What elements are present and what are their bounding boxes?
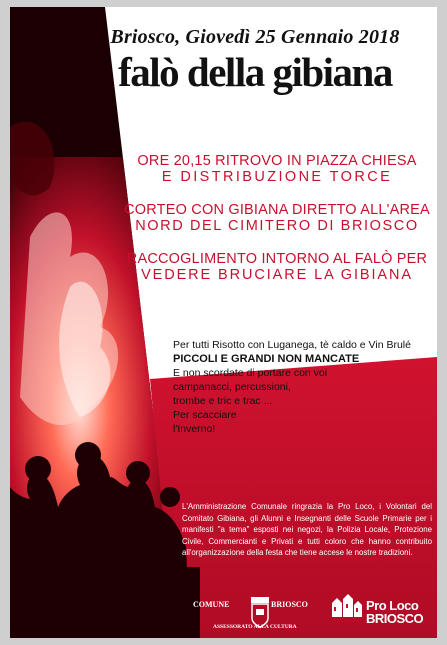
proloco-logo-name: BRIOSCO (366, 611, 424, 626)
info-line: trombe e tric e trac ... (173, 395, 273, 407)
event-step-1 (122, 153, 432, 185)
event-step-line: CORTEO CON GIBIANA DIRETTO ALL'AREA (124, 202, 430, 218)
event-date-subtitle: Briosco, Giovedì 25 Gennaio 2018 (110, 26, 400, 48)
info-line: Per tutti Risotto con Luganega, tè caldo e Vin Brulé (173, 339, 411, 351)
event-step-line: VEDERE BRUCIARE LA GIBIANA (141, 267, 413, 283)
info-line: Per scacciare (173, 409, 237, 421)
event-step-line: ORE 20,15 RITROVO IN PIAZZA CHIESA (137, 153, 417, 169)
event-step-line: E DISTRIBUZIONE TORCE (161, 169, 393, 185)
poster-title: falò della gibiana (118, 49, 392, 95)
info-line: l'Inverno! (173, 423, 216, 435)
comune-logo-name: BRIOSCO (271, 600, 308, 609)
info-line: E non scordate di portare con voi (173, 367, 328, 379)
event-step-2 (122, 202, 432, 234)
event-step-line: RACCOGLIMENTO INTORNO AL FALÒ PER (126, 251, 428, 267)
poster (10, 7, 437, 638)
event-step-3 (122, 251, 432, 283)
info-block (173, 338, 433, 436)
assessorato-label: ASSESSORATO ALLA CULTURA (213, 624, 297, 630)
comune-logo (193, 590, 318, 634)
comune-logo-text: COMUNE (193, 600, 230, 609)
info-line: campanacci, percussioni, (173, 381, 291, 393)
proloco-logo-text: Pro Loco (366, 598, 419, 613)
thanks-paragraph: L'Amministrazione Comunale ringrazia la Pro Loco, i Volontari del Comitato Gibiana, gli Alunni e Insegnanti delle Scuole Primarie per i manifesti "a tema" esposti nei negozi, la Polizia Locale, Protezione Civile, Commercianti e Privati e tutti coloro che hanno contribuito all'organizzazione della festa che tiene accese le nostre tradizioni. (182, 502, 432, 558)
proloco-logo (330, 593, 430, 631)
event-step-line: NORD DEL CIMITERO DI BRIOSCO (135, 218, 419, 234)
info-highlight: PICCOLI E GRANDI NON MANCATE (173, 353, 360, 365)
